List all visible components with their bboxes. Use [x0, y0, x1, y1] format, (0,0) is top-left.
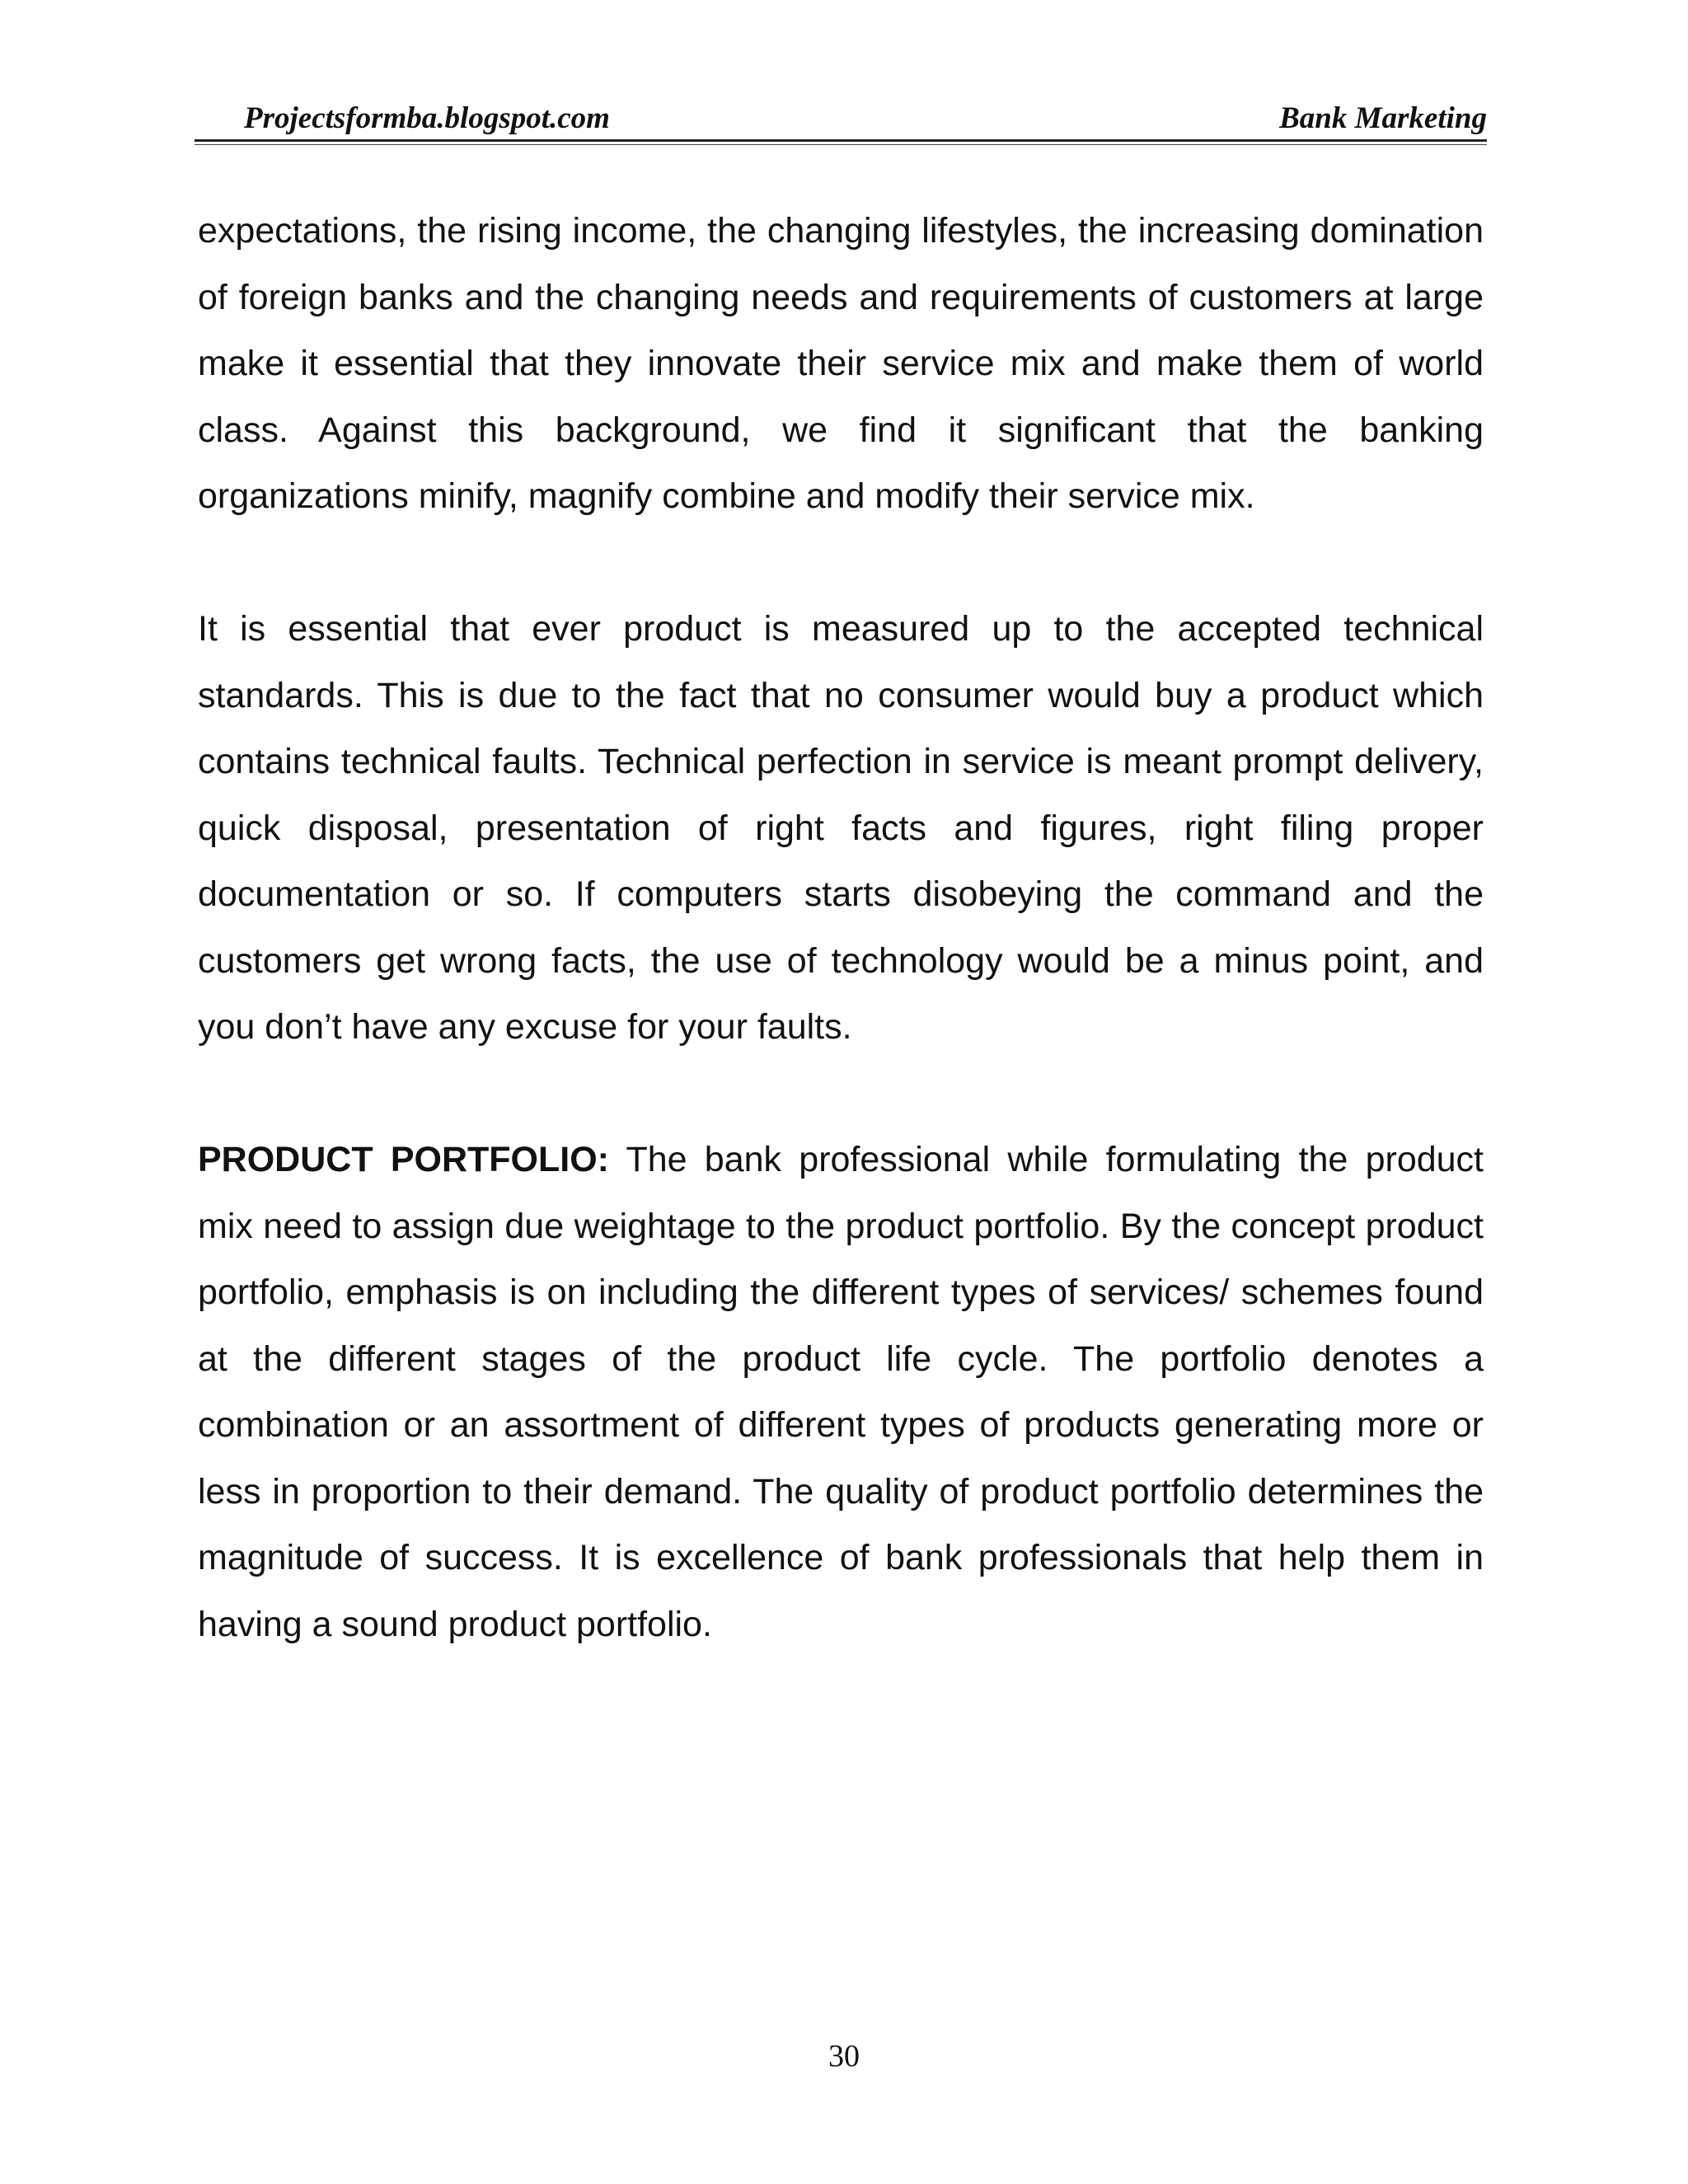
paragraph-technical-standards: It is essential that ever product is measured up to the accepted technical standards. This is due to the fact that no consumer would buy a product which contains technical faults. Technical perfection in service is meant prompt delivery, quick disposal, presentation of right facts and figures, right filing proper documentation or so. If computers starts disobeying the command and the customers get wrong facts, the use of technology would be a minus point, and you don’t have any excuse for your faults. — [198, 609, 1484, 1047]
header-rule — [195, 139, 1487, 142]
page-header — [195, 97, 1487, 140]
paragraph-service-mix: expectations, the rising income, the changing lifestyles, the increasing domination of foreign banks and the changing needs and requirements of customers at large make it essential that they innovate their service mix and make them of world class. Against this background, we find it significant that the banking organizations minify, magnify combine and modify their service mix. — [198, 211, 1484, 516]
page-number: 30 — [828, 2039, 860, 2074]
paragraph-product-portfolio — [198, 1127, 1484, 1657]
body-text — [198, 198, 1484, 1657]
product-portfolio-text: The bank professional while formulating the product mix need to assign due weightage to the product portfolio. By the concept product portfolio, emphasis is on including the different types of services/ schemes found at the different stages of the product life cycle. The portfolio denotes a combination or an assortment of different types of products generating more or less in proportion to their demand. The quality of product portfolio determines the magnitude of success. It is excellence of bank professionals that help them in having a sound product portfolio. — [198, 1140, 1484, 1644]
product-portfolio-heading: PRODUCT PORTFOLIO: — [198, 1140, 609, 1179]
header-document-title: Bank Marketing — [1279, 101, 1487, 135]
header-site-name: Projectsformba.blogspot.com — [244, 101, 610, 135]
header-rule-thin — [195, 144, 1487, 145]
